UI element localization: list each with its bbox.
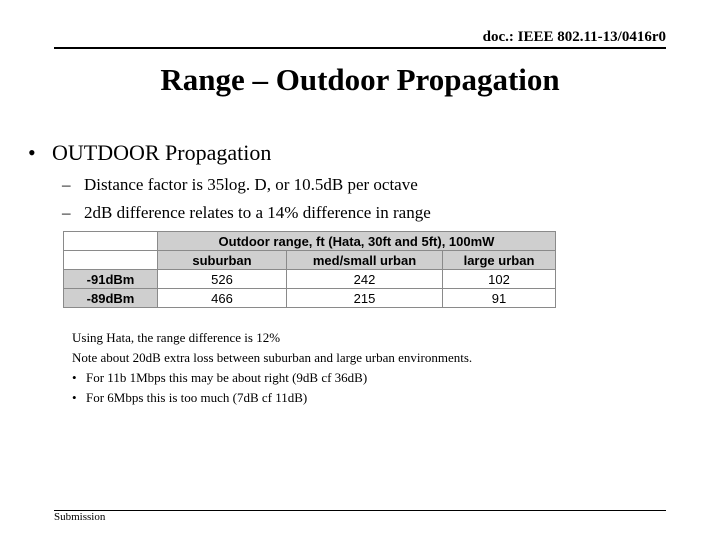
row-label: -89dBm (64, 289, 158, 308)
table-header-row (64, 251, 556, 270)
table-title-row (64, 232, 556, 251)
column-header: large urban (443, 251, 556, 270)
table-row (64, 289, 556, 308)
notes-block (72, 328, 472, 408)
row-label: -91dBm (64, 270, 158, 289)
dash-mark: – (62, 175, 71, 194)
table-cell: 102 (443, 270, 556, 289)
bullet-mark: • (72, 370, 77, 385)
range-table (63, 231, 556, 308)
footer-label: Submission (54, 511, 106, 523)
table-corner-cell (64, 232, 158, 251)
doc-reference: doc.: IEEE 802.11-13/0416r0 (482, 29, 666, 45)
note-bullet-text: For 6Mbps this is too much (7dB cf 11dB) (86, 390, 308, 405)
footer-rule (54, 510, 666, 511)
table-cell: 526 (158, 270, 287, 289)
note-bullet (72, 388, 472, 408)
note-line: Note about 20dB extra loss between suburban and large urban environments. (72, 350, 473, 365)
table-title: Outdoor range, ft (Hata, 30ft and 5ft), 100mW (158, 232, 556, 251)
note-bullet (72, 368, 472, 388)
table-row (64, 270, 556, 289)
table-cell: 215 (287, 289, 443, 308)
bullet-mark: • (72, 390, 77, 405)
note-bullet-text: For 11b 1Mbps this may be about right (9dB cf 36dB) (86, 370, 368, 385)
column-header: suburban (158, 251, 287, 270)
slide-title: Range – Outdoor Propagation (160, 62, 560, 97)
bullet-text: OUTDOOR Propagation (52, 140, 272, 165)
table-corner-cell (64, 251, 158, 270)
bullet-mark: • (28, 140, 36, 165)
table-cell: 242 (287, 270, 443, 289)
table-cell: 91 (443, 289, 556, 308)
table-cell: 466 (158, 289, 287, 308)
header-rule (54, 47, 666, 49)
sub-bullet-2 (62, 203, 431, 223)
sub-bullet-text: 2dB difference relates to a 14% difference in range (84, 203, 431, 222)
column-header: med/small urban (287, 251, 443, 270)
sub-bullet-text: Distance factor is 35log. D, or 10.5dB per octave (84, 175, 418, 194)
dash-mark: – (62, 203, 71, 222)
note-line: Using Hata, the range difference is 12% (72, 330, 281, 345)
sub-bullet-1 (62, 175, 418, 195)
